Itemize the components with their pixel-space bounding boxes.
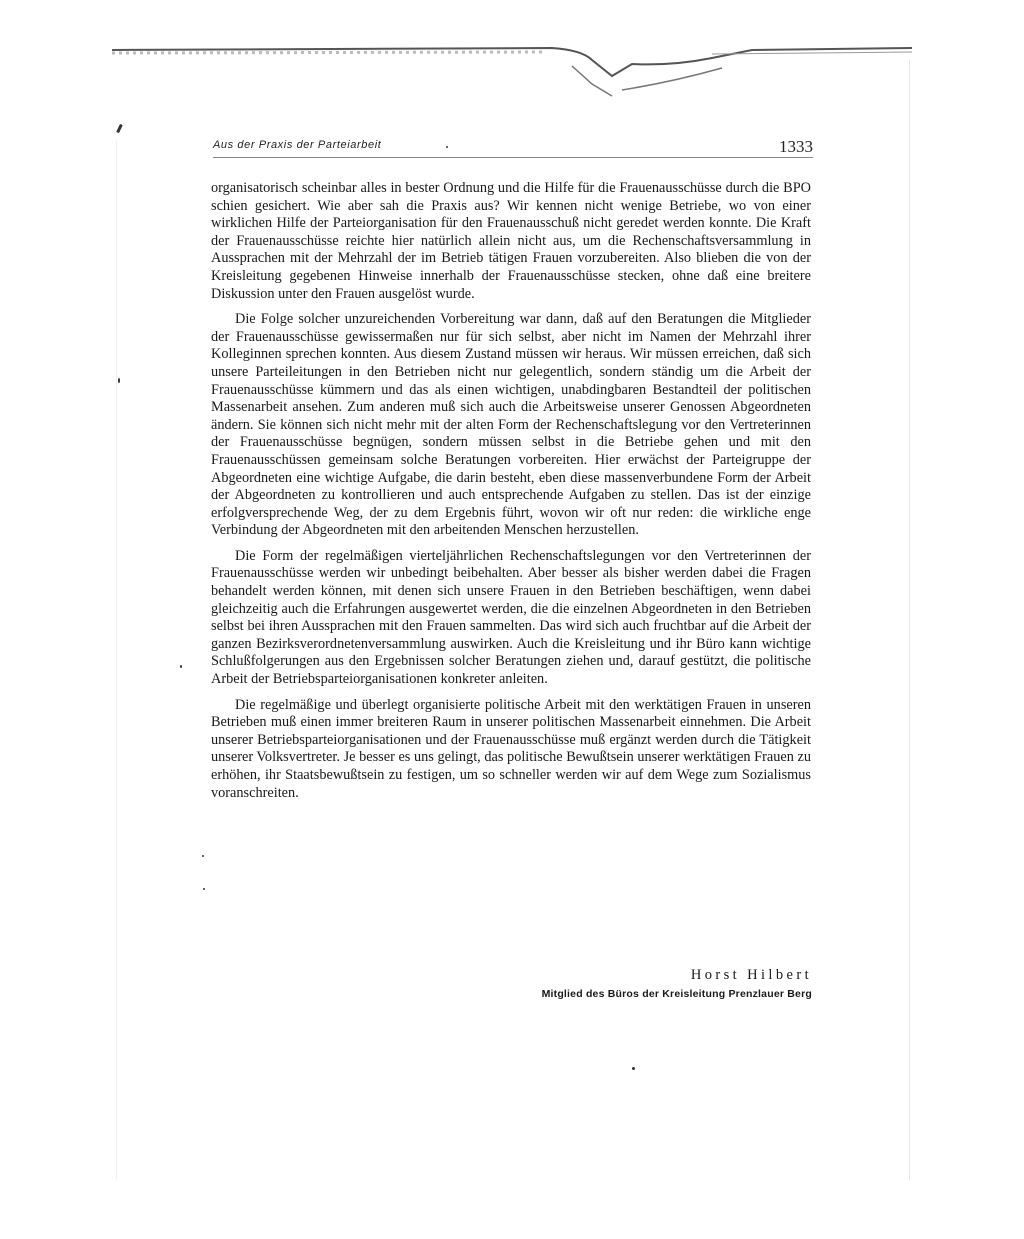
author-role: Mitglied des Büros der Kreisleitung Prenzlauer Berg xyxy=(541,988,812,1000)
torn-paper-edge xyxy=(112,44,912,104)
scan-speck xyxy=(446,146,448,148)
scan-speck xyxy=(632,1067,635,1070)
header-rule xyxy=(213,157,813,158)
running-title: Aus der Praxis der Parteiarbeit xyxy=(213,139,382,151)
paragraph-1: organisatorisch scheinbar alles in bester Ordnung und die Hilfe für die Frauenausschüsse durch die BPO schien gesichert. Wie aber sah die Praxis aus? Wir kennen nicht wenige Betriebe, wo von einer wirklichen Hilfe der Parteiorganisation für den Frauenausschuß nicht geredet werden konnte. Die Kraft der Frauenausschüsse reichte hier natürlich allein nicht aus, um die Rechenschaftsversammlung in Aussprachen mit der Mehrzahl der im Betrieb tätigen Frauen vorzubereiten. Also blieben die von der Kreisleitung gegebenen Hinweise innerhalb der Frauenausschüsse stecken, ohne daß eine breitere Diskussion unter den Frauen ausgelöst wurde. xyxy=(211,180,811,302)
scan-speck xyxy=(118,378,120,383)
scan-speck xyxy=(202,855,204,857)
scan-margin-line xyxy=(116,140,117,1180)
page-number: 1333 xyxy=(779,137,813,156)
scan-speck xyxy=(180,665,182,668)
scan-speck xyxy=(203,888,205,890)
paragraph-3: Die Form der regelmäßigen vierteljährlichen Rechenschaftslegungen vor den Vertreterinnen der Frauenausschüsse werden wir unbedingt beibehalten. Aber besser als bisher werden dabei die Fragen behandelt werden können, mit denen sich unsere Frauen in den Betrieben beschäftigen, wenn dabei gleichzeitig auch die Erfahrungen ausgewertet werden, die die einzelnen Abgeordneten in den Betrieben selbst bei ihren Aussprachen mit den Frauen sammelten. Das wird sich auch fruchtbar auf die Arbeit der ganzen Bezirksverordnetenversammlung auswirken. Auch die Kreisleitung und ihr Büro kann wichtige Schlußfolgerungen aus den Ergebnissen solcher Beratungen ziehen und, darauf gestützt, die politische Arbeit der Betriebsparteiorganisationen konkreter anleiten. xyxy=(211,547,811,688)
scan-speck xyxy=(116,124,123,133)
author-name: Horst Hilbert xyxy=(690,967,812,983)
paragraph-2: Die Folge solcher unzureichenden Vorbereitung war dann, daß auf den Beratungen die Mitglieder der Frauenausschüsse gewissermaßen nur für sich selbst, aber nicht im Namen der Mehrzahl ihrer Kolleginnen sprechen konnten. Aus diesem Zustand müssen wir heraus. Wir müssen erreichen, daß sich unsere Parteileitungen in den Betrieben nicht nur gelegentlich, sondern ständig um die Arbeit der Frauenausschüsse kümmern und das als einen wichtigen, unabdingbaren Bestandteil der politischen Massenarbeit ansehen. Zum anderen muß sich auch die Arbeitsweise unserer Genossen Abgeordneten ändern. Sie können sich nicht mehr mit der alten Form der Rechenschaftslegung vor den Vertreterinnen der Frauenausschüsse begnügen, sondern müssen selbst in die Betriebe gehen und mit den Frauenausschüssen gemeinsam solche Beratungen vorbereiten. Hier erwächst der Parteigruppe der Abgeordneten eine wichtige Aufgabe, die darin besteht, eben diese massenverbundene Form der Arbeit der Abgeordneten zu kontrollieren und auch entsprechende Aufgaben zu stellen. Das ist der einzige erfolgversprechende Weg, der zu dem Ergebnis führt, wovon wir oft nur reden: die wirkliche enge Verbindung der Abgeordneten mit den arbeitenden Menschen herzustellen. xyxy=(211,311,811,539)
scan-margin-line xyxy=(909,60,910,1180)
article-body xyxy=(211,180,811,810)
paragraph-4: Die regelmäßige und überlegt organisierte politische Arbeit mit den werktätigen Frauen in unseren Betrieben muß einen immer breiteren Raum in unserer politischen Massenarbeit einnehmen. Die Arbeit unserer Betriebsparteiorganisationen und der Frauenausschüsse muß ergänzt werden durch die Tätigkeit unserer Volksvertreter. Je besser es uns gelingt, das politische Bewußtsein unserer werktätigen Frauen zu erhöhen, ihr Staatsbewußtsein zu festigen, um so schneller werden wir auf dem Wege zum Sozialismus voranschreiten. xyxy=(211,696,811,801)
